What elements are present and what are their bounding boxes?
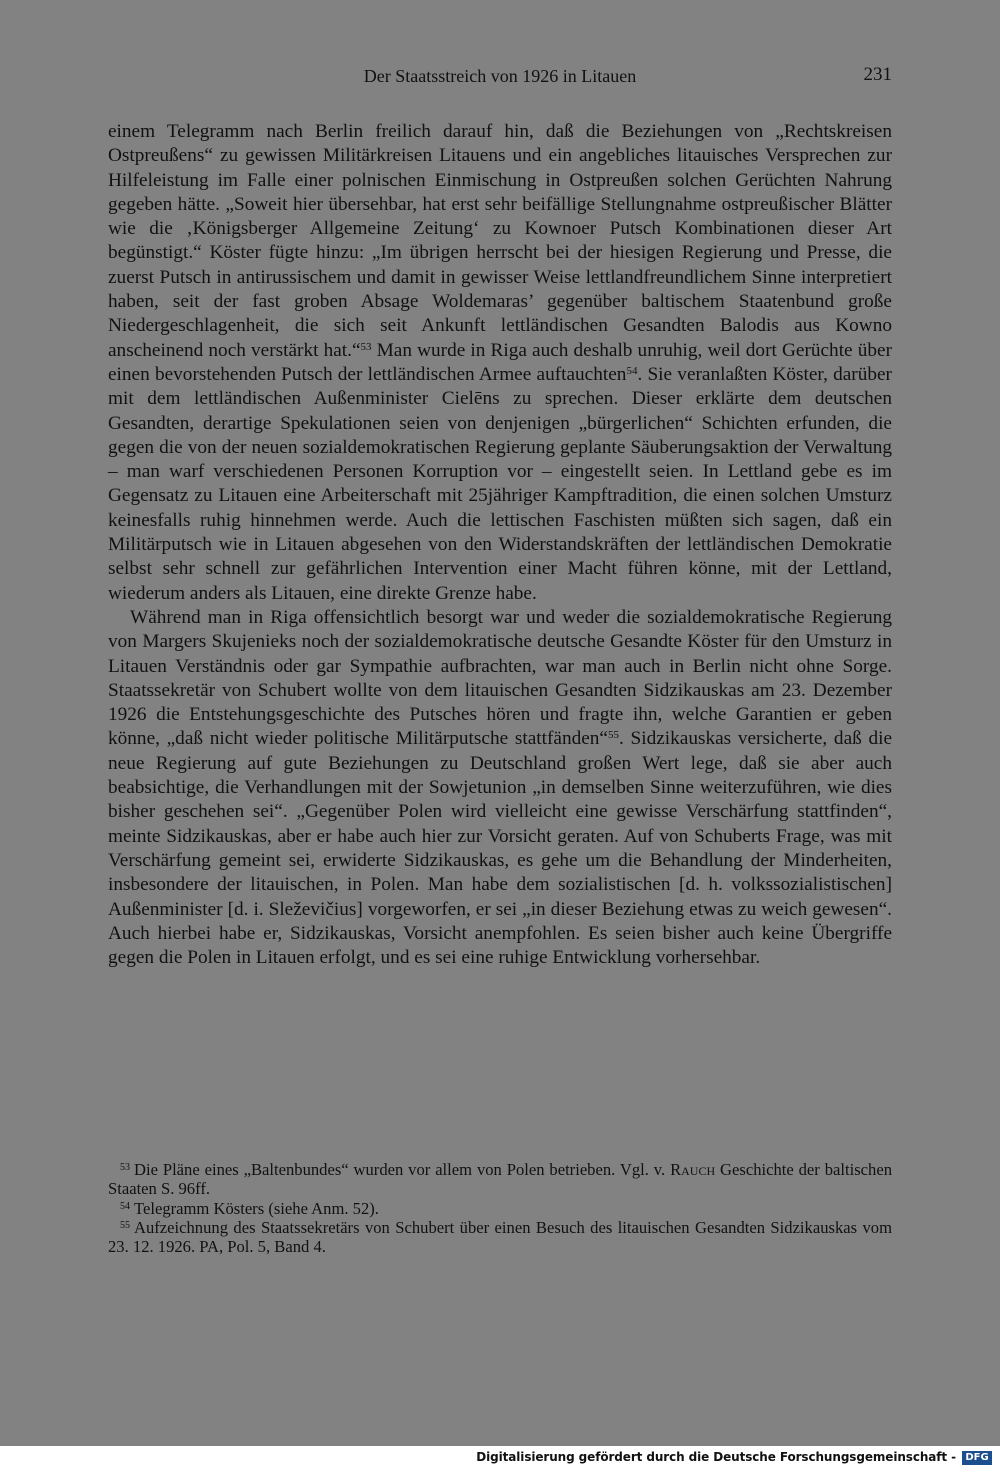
running-head bbox=[108, 66, 892, 92]
footnote-text: Die Pläne eines „Baltenbundes“ wurden vor allem von Polen betrieben. Vgl. v. bbox=[134, 1160, 671, 1179]
running-title: Der Staatsstreich von 1926 in Litauen bbox=[363, 66, 637, 86]
footnote-number: 54 bbox=[120, 1200, 130, 1212]
body-text bbox=[108, 120, 892, 970]
footnotes bbox=[108, 1160, 892, 1256]
footnote-ref: 54 bbox=[626, 364, 638, 377]
footnote-ref: 53 bbox=[360, 340, 372, 353]
footnote-number: 53 bbox=[120, 1162, 130, 1173]
page-number: 231 bbox=[863, 64, 892, 85]
footnote-54 bbox=[108, 1199, 892, 1218]
footnote-author: Rauch bbox=[670, 1160, 716, 1179]
footnote-number: 55 bbox=[120, 1219, 130, 1231]
text-run: einem Telegramm nach Berlin freilich darauf hin, daß die Beziehungen von „Rechtskreisen Ostpreußens“ zu gewissen Militärkreisen Litauens und ein angebliches litauisches Versprechen zur Hilfeleistung im Falle einer polnischen Einmischung in Ostpreußen solchen Gerüchten Nahrung gegeben hätte. „Soweit hier übersehbar, hat erst sehr beifällige Stellungnahme ostpreußischer Blätter wie die ‚Königsberger Allgemeine Zeitung‘ zu Kownoer Putsch Kombinationen dieser Art begünstigt.“ Köster fügte hinzu: „Im übrigen herrscht bei der hiesigen Regierung und Presse, die zuerst Putsch in antirussischem und damit in gewisser Weise lettlandfreundlichem Sinne interpretiert haben, seit der fast groben Absage Woldemaras’ gegenüber baltischem Staatenbund große Niedergeschlagenheit, die sich seit Ankunft lettländischen Gesandten Balodis aus Kowno anscheinend noch verstärkt hat.“ bbox=[108, 121, 892, 361]
footnote-text: Aufzeichnung des Staatssekretärs von Schubert über einen Besuch des litauischen Gesandten Sidzikauskas vom 23. 12. 1926. PA, Pol. 5, Band 4. bbox=[108, 1217, 892, 1257]
text-run: Man wurde in Riga auch deshalb unruhig, weil dort Gerüchte über einen bevorstehenden Putsch der lettländischen Armee auftauchten bbox=[108, 339, 892, 385]
footnote-53 bbox=[108, 1160, 892, 1199]
footnote-text: Telegramm Kösters (siehe Anm. 52). bbox=[134, 1198, 379, 1218]
paragraph-2 bbox=[108, 606, 892, 970]
text-run: . Sie veranlaßten Köster, darüber mit dem lettländischen Außenminister Cielēns zu sprechen. Dieser erklärte dem deutschen Gesandten, derartige Spekulationen seien von denjenigen „bürgerlichen“ Schichten erfunden, die gegen die von der neuen sozialdemokratischen Regierung geplante Säuberungsaktion der Verwaltung – man warf verschiedenen Personen Korruption vor – eingestellt seien. In Lettland gebe es im Gegensatz zu Litauen eine Arbeiterschaft mit 25jähriger Kampftradition, die einen solchen Umsturz keinesfalls ruhig hinnehmen werde. Auch die lettischen Faschisten müßten sich sagen, daß ein Militärputsch wie in Litauen abgesehen von den Widerstandskräften der lettländischen Demokratie selbst sehr schnell zur gefährlichen Intervention einer Macht führen könne, mit der Lettland, wiederum anders als Litauen, eine direkte Grenze habe. bbox=[108, 363, 892, 604]
footnote-ref: 55 bbox=[608, 729, 619, 742]
footnote-55 bbox=[108, 1218, 892, 1257]
text-run: . Sidzikauskas versicherte, daß die neue Regierung auf gute Beziehungen zu Deutschland großen Wert lege, daß sie aber auch beabsichtige, die Verhandlungen mit der Sowjetunion „in demselben Sinne weiterzuführen, wie dies bisher geschehen sei“. „Gegenüber Polen wird vielleicht eine gewisse Verschärfung stattfinden“, meinte Sidzikauskas, aber er habe auch hier zur Vorsicht geraten. Auf von Schuberts Frage, was mit Verschärfung gemeint sei, erwiderte Sidzikauskas, es gehe um die Behandlung der Minderheiten, insbesondere der litauischen, in Polen. Man habe dem sozialistischen [d. h. volkssozialistischen] Außenminister [d. i. Sleževičius] vorgeworfen, er sei „in dieser Beziehung etwas zu weich gewesen“. Auch hierbei habe er, Sidzikauskas, Vorsicht anempfohlen. Es seien bisher auch keine Übergriffe gegen die Polen in Litauen erfolgt, und es sei eine ruhige Entwicklung vorhersehbar. bbox=[108, 728, 893, 969]
digitization-credit: Digitalisierung gefördert durch die Deutsche Forschungsgemeinschaft - bbox=[476, 1450, 956, 1464]
text-run: Während man in Riga offensichtlich besorgt war und weder die sozialdemokratische Regierung von Margers Skujenieks noch der sozialdemokratische deutsche Gesandte Köster für den Umsturz in Litauen Verständnis oder gar Sympathie aufbrachten, war man auch in Berlin nicht ohne Sorge. Staatssekretär von Schubert wollte von dem litauischen Gesandten Sidzikauskas am 23. Dezember 1926 die Entstehungsgeschichte des Putsches hören und fragte ihn, welche Garantien er geben könne, „daß nicht wieder politische Militärputsche stattfänden“ bbox=[108, 606, 892, 750]
paragraph-1 bbox=[108, 120, 892, 606]
dfg-logo-icon: DFG bbox=[962, 1451, 992, 1465]
footer-bar bbox=[0, 1446, 1000, 1470]
footnote-text: Geschichte der baltischen Staaten S. 96ff. bbox=[108, 1160, 892, 1199]
